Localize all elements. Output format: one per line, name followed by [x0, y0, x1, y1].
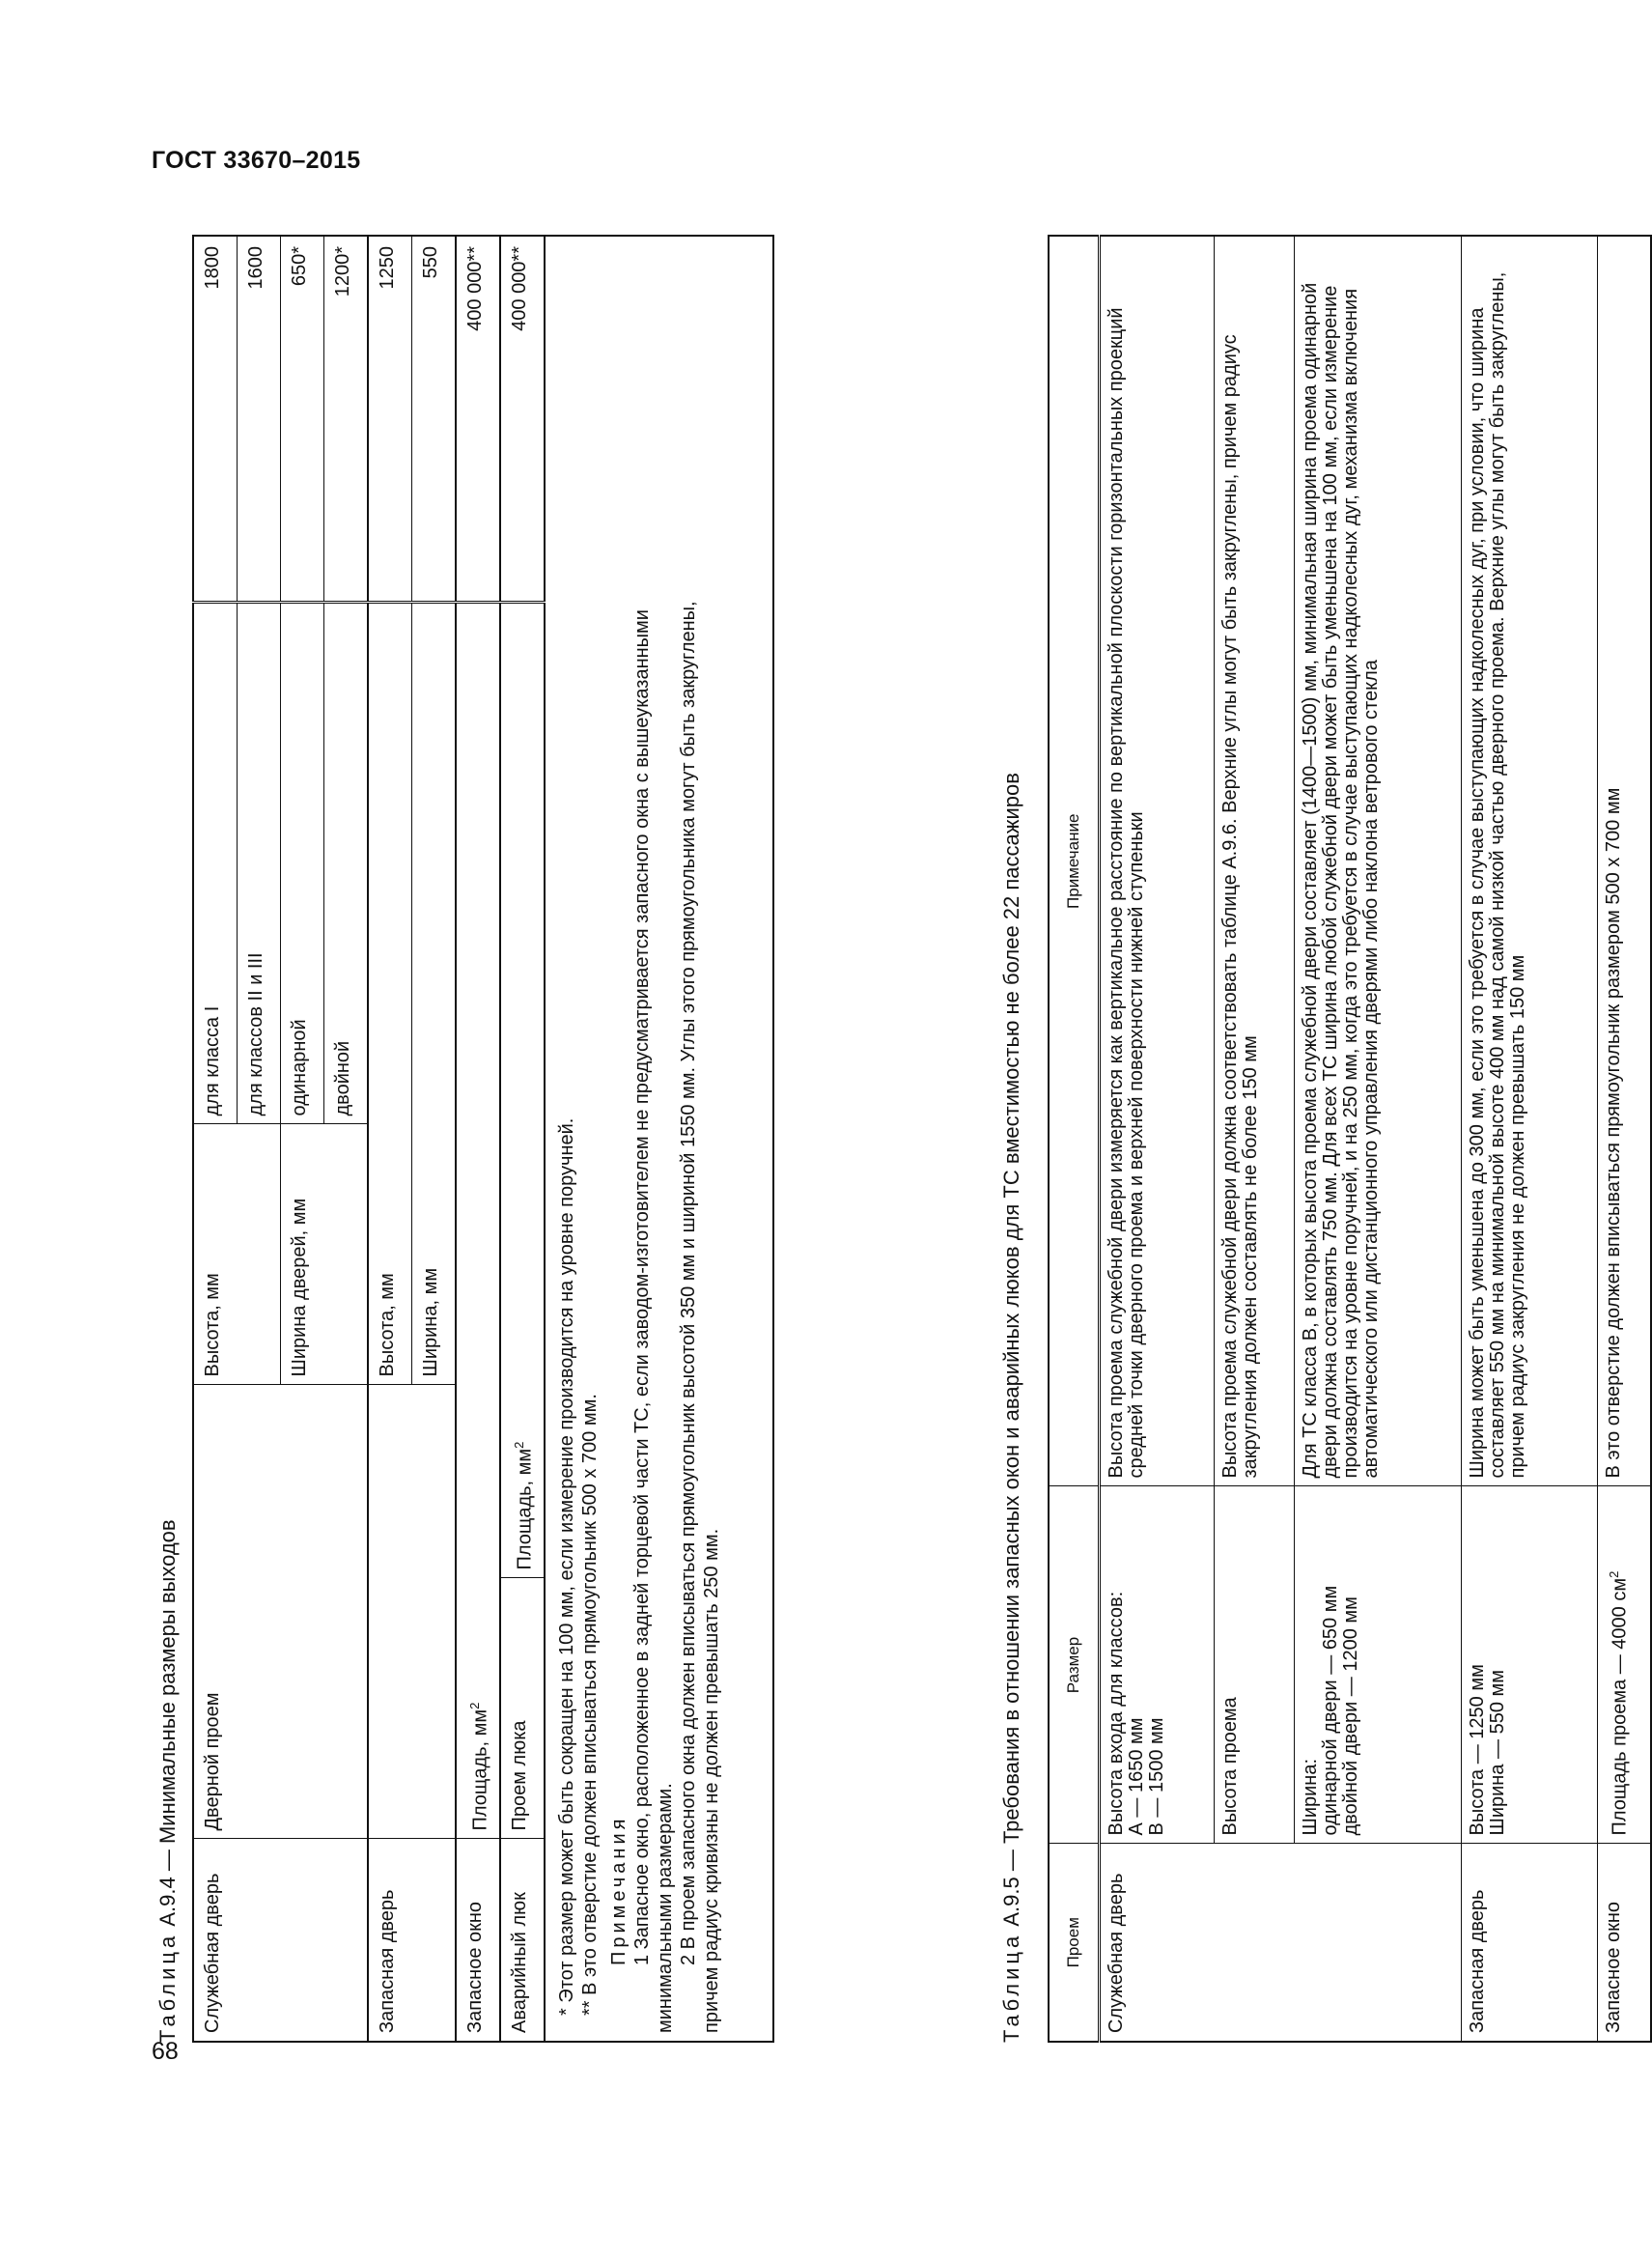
table-row	[456, 236, 500, 2042]
value-cell: 1800	[193, 236, 238, 603]
notes-heading: Примечания	[608, 1815, 630, 1965]
table-notes	[555, 227, 723, 2033]
table-a95	[1048, 235, 1652, 2043]
table-a94-caption: Таблица А.9.4 — Минимальные размеры выходов	[155, 1519, 180, 2043]
note-1-cont: минимальными размерами.	[655, 1783, 676, 2033]
cell-note: Для ТС класса В, в которых высота проема служебной двери составляет (1400—1500) мм, минимальная ширина проема одинарной двери должна составлять 750 мм. Для всех ТС ширина любой служебной двери может быть уменьшена на 100 мм, если измерение производится на уровне поручней, и на 250 мм, когда это требуется в случае выступающих надколесных дуг, механизма включения автоматического или дистанционного управления дверями либо наклона ветрового стекла	[1295, 236, 1462, 1486]
cell-note: Высота проема служебной двери измеряется как вертикальное расстояние по вертикальной плоскости горизонтальных проекций средней точки дверного проема и верхней поверхности нижней ступеньки	[1100, 236, 1215, 1486]
note-2-cont: причем радиус кривизны не должен превышать 250 мм.	[701, 1528, 722, 2033]
value-cell: 400 000**	[500, 236, 545, 603]
table-row	[368, 236, 412, 2042]
table-row	[1100, 236, 1215, 2042]
cell-note: В это отверстие должен вписываться прямоугольник размером 500 х 700 мм	[1598, 236, 1652, 1486]
row-label-hatch-opening: Проем люка	[500, 1578, 545, 1839]
row-label-class-2-3: для классов II и III	[238, 603, 281, 1124]
row-label-hatch: Аварийный люк	[500, 1839, 545, 2042]
value-cell: 650*	[281, 236, 324, 603]
page-number: 68	[152, 2038, 179, 2065]
document-header: ГОСТ 33670–2015	[152, 147, 361, 174]
cell-size: Ширина: одинарной двери — 650 мм двойной двери — 1200 мм	[1295, 1486, 1462, 1844]
table-a95-caption: Таблица А.9.5 — Требования в отношении запасных окон и аварийных люков для ТС вместимостью не более 22 пассажиров	[999, 773, 1023, 2043]
footnote-star: * Этот размер может быть сокращен на 100 мм, если измерение производится на уровне поручней.	[556, 1117, 577, 2016]
cell-size: Высота — 1250 мм Ширина — 550 мм	[1462, 1486, 1598, 1844]
note-2: 2 В проем запасного окна должен вписываться прямоугольник высотой 350 мм и шириной 1550 мм. Углы этого прямоугольника могут быть закруглены,	[678, 601, 699, 1965]
table-row	[1295, 236, 1462, 2042]
table-a95-body	[1100, 236, 1652, 2042]
row-label-hatch-area: Площадь, $мм^2$	[500, 603, 545, 1578]
row-label-service-door: Служебная дверь	[193, 1839, 368, 2042]
row-label-emergency-door: Запасная дверь	[368, 1839, 456, 2042]
table-row	[1215, 236, 1295, 2042]
table-row	[1462, 236, 1598, 2042]
row-label-ed-height: Высота, мм	[368, 603, 412, 1385]
row-label-double: двойной	[324, 603, 369, 1124]
cell-note: Высота проема служебной двери должна соответствовать таблице А.9.6. Верхние углы могут быть закруглены, причем радиус закругления должен составлять не более 150 мм	[1215, 236, 1295, 1486]
cell-opening: Запасная дверь	[1462, 1844, 1598, 2042]
column-header-opening: Проем	[1049, 1844, 1100, 2042]
value-cell: 1200*	[324, 236, 369, 603]
column-header-size: Размер	[1049, 1486, 1100, 1844]
row-label-ed-width: Ширина, мм	[412, 603, 457, 1385]
value-cell: 1250	[368, 236, 412, 603]
row-label-single: одинарной	[281, 603, 324, 1124]
empty-cell	[368, 1385, 456, 1839]
row-label-door-width: Ширина дверей, мм	[281, 1124, 369, 1385]
column-header-note: Примечание	[1049, 236, 1100, 1486]
table-row	[1598, 236, 1652, 2042]
table-a94	[192, 235, 774, 2043]
table-row	[500, 236, 545, 2042]
table-notes-cell	[545, 236, 773, 2042]
row-label-doorway: Дверной проем	[193, 1385, 368, 1839]
cell-opening: Запасное окно	[1598, 1844, 1652, 2042]
note-1: 1 Запасное окно, расположенное в задней торцевой части ТС, если заводом-изготовителем не предусматривается запасного окна с вышеуказанными	[631, 609, 653, 1965]
value-cell: 1600	[238, 236, 281, 603]
cell-opening: Служебная дверь	[1100, 1844, 1462, 2042]
value-cell: 400 000**	[456, 236, 500, 603]
footnote-double-star: ** В это отверстие должен вписываться прямоугольник 500 х 700 мм.	[579, 1394, 601, 2016]
rotated-content	[150, 237, 1631, 2043]
cell-size: Площадь проема — 4000 $см^2$	[1598, 1486, 1652, 1844]
table-row	[193, 236, 238, 2042]
row-label-height: Высота, мм	[193, 1124, 281, 1385]
cell-size: Высота проема	[1215, 1486, 1295, 1844]
value-cell: 550	[412, 236, 457, 603]
row-label-class-1: для класса I	[193, 603, 238, 1124]
table-header-row	[1049, 236, 1100, 2042]
cell-note: Ширина может быть уменьшена до 300 мм, если это требуется в случае выступающих надколесных дуг, при условии, что ширина составляет 550 мм на минимальной высоте 400 мм над самой низкой частью дверного проема. Верхние углы могут быть закруглены, причем радиус закругления не должен превышать 150 мм	[1462, 236, 1598, 1486]
row-label-emergency-window: Запасное окно	[456, 1839, 500, 2042]
cell-size: Высота входа для классов: А — 1650 мм В — 1500 мм	[1100, 1486, 1215, 1844]
table-notes-row	[545, 236, 773, 2042]
row-label-ew-area: Площадь, $мм^2$	[456, 603, 500, 1839]
